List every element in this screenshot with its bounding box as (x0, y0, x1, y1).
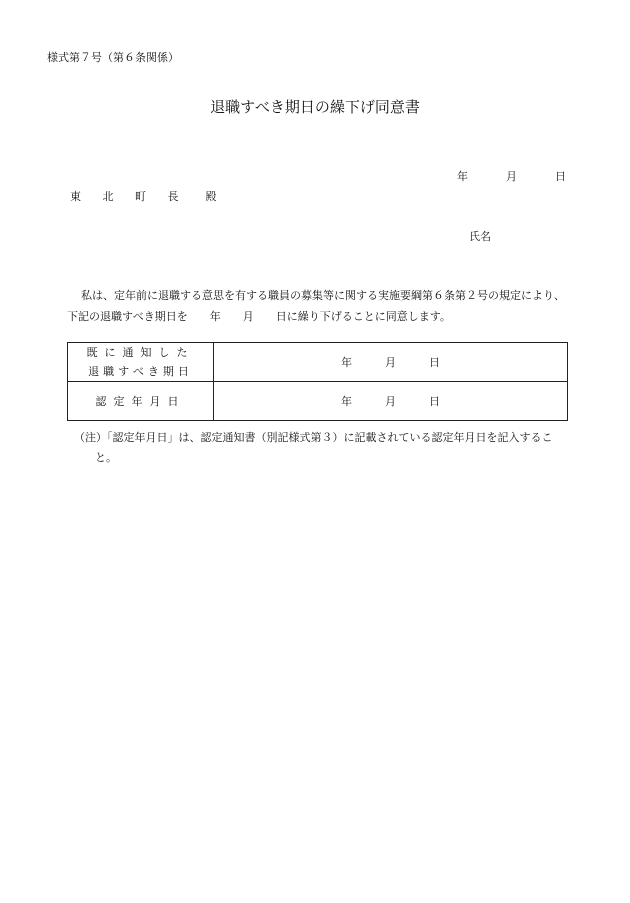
consent-line-2: 下記の退職すべき期日を 年 月 日に繰り下げることに同意します。 (67, 310, 451, 323)
addressee-name: 東 北 町 長 (70, 190, 188, 203)
name-label: 氏名 (469, 230, 491, 243)
date-line (457, 168, 566, 184)
notified-date-label-line2: 退職すべき期日 (88, 365, 193, 378)
consent-statement (67, 285, 577, 327)
addressee-honorific: 殿 (205, 190, 217, 203)
note-line-1: （注）「認定年月日」は、認定通知書（別記様式第３）に記載されている認定年月日を記入するこ (74, 431, 553, 444)
form-number: 様式第７号（第６条関係） (47, 51, 179, 64)
note (74, 428, 574, 468)
approval-date-label: 認定年月日 (68, 382, 214, 421)
notified-date-value: 年 月 日 (214, 343, 568, 382)
table-row (68, 343, 568, 382)
date-month-label: 月 (506, 170, 517, 183)
note-line-2: と。 (95, 451, 117, 464)
notified-date-label (68, 343, 214, 382)
document-title: 退職すべき期日の繰下げ同意書 (210, 98, 420, 116)
table-row (68, 382, 568, 421)
addressee (70, 188, 217, 204)
consent-line-1: 私は、定年前に退職する意思を有する職員の募集等に関する実施要綱第６条第２号の規定により、 (81, 289, 565, 302)
approval-date-value: 年 月 日 (214, 382, 568, 421)
notified-date-label-line1: 既に通知した (86, 346, 195, 359)
date-day-label: 日 (555, 170, 566, 183)
dates-table (67, 342, 568, 421)
date-year-label: 年 (457, 170, 468, 183)
